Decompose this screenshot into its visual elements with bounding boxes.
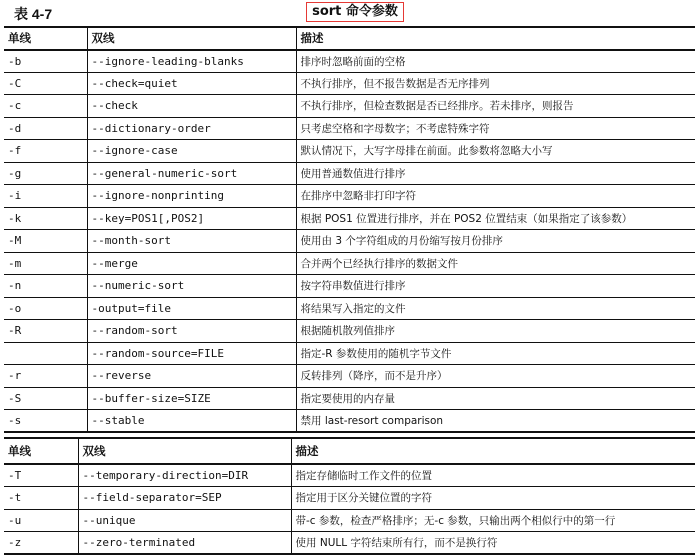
table-row [4,95,695,118]
header-row [4,27,695,50]
option-short: -u [4,509,78,532]
sort-options-table-2 [4,437,695,555]
table-row [4,487,695,510]
table-row [4,464,695,487]
option-long: --random-source=FILE [87,342,296,365]
option-long: --unique [78,509,291,532]
option-long: --temporary-direction=DIR [78,464,291,487]
option-short: -S [4,387,87,410]
option-description: 使用普通数值进行排序 [296,162,695,185]
option-long: --field-separator=SEP [78,487,291,510]
table-row [4,72,695,95]
table-row [4,509,695,532]
option-long: --numeric-sort [87,275,296,298]
option-description: 指定-R 参数使用的随机字节文件 [296,342,695,365]
option-long: --dictionary-order [87,117,296,140]
option-description: 根据 POS1 位置进行排序，并在 POS2 位置结束（如果指定了该参数） [296,207,695,230]
table-row [4,140,695,163]
table-title: sort 命令参数 [306,2,404,22]
option-short: -R [4,320,87,343]
option-description: 默认情况下，大写字母排在前面。此参数将忽略大小写 [296,140,695,163]
option-description: 排序时忽略前面的空格 [296,50,695,73]
option-description: 使用 NULL 字符结束所有行，而不是换行符 [291,532,695,555]
option-short: -i [4,185,87,208]
option-long: --merge [87,252,296,275]
header-short: 单线 [4,27,87,50]
option-long: --key=POS1[,POS2] [87,207,296,230]
table-caption [0,0,698,26]
option-description: 根据随机散列值排序 [296,320,695,343]
table-row [4,230,695,253]
option-short: -b [4,50,87,73]
option-short: -z [4,532,78,555]
option-description: 不执行排序，但检查数据是否已经排序。若未排序，则报告 [296,95,695,118]
table-row [4,365,695,388]
option-description: 带-c 参数，检查严格排序；无-c 参数，只输出两个相似行中的第一行 [291,509,695,532]
option-short: -f [4,140,87,163]
option-description: 不执行排序，但不报告数据是否无序排列 [296,72,695,95]
option-long: --zero-terminated [78,532,291,555]
table-row [4,252,695,275]
option-long: --check [87,95,296,118]
option-description: 反转排列（降序，而不是升序） [296,365,695,388]
option-long: --general-numeric-sort [87,162,296,185]
option-short: -M [4,230,87,253]
table-row [4,532,695,555]
table-row [4,185,695,208]
option-short: -k [4,207,87,230]
option-description: 指定存储临时工作文件的位置 [291,464,695,487]
option-short: -o [4,297,87,320]
header-long: 双线 [78,438,291,464]
table-row [4,320,695,343]
option-description: 使用由 3 个字符组成的月份缩写按月份排序 [296,230,695,253]
table-row [4,162,695,185]
option-long: --ignore-nonprinting [87,185,296,208]
option-short: -m [4,252,87,275]
option-long: --random-sort [87,320,296,343]
option-short: -c [4,95,87,118]
option-long: --ignore-leading-blanks [87,50,296,73]
option-short: -C [4,72,87,95]
table-row [4,410,695,433]
option-description: 合并两个已经执行排序的数据文件 [296,252,695,275]
header-long: 双线 [87,27,296,50]
option-description: 禁用 last-resort comparison [296,410,695,433]
table-number: 表 4-7 [14,6,53,22]
option-description: 指定用于区分关键位置的字符 [291,487,695,510]
option-description: 只考虑空格和字母数字；不考虑特殊字符 [296,117,695,140]
option-long: --stable [87,410,296,433]
table-row [4,207,695,230]
table-row [4,387,695,410]
option-description: 在排序中忽略非打印字符 [296,185,695,208]
option-long: --check=quiet [87,72,296,95]
option-short: -s [4,410,87,433]
table-row [4,342,695,365]
option-description: 按字符串数值进行排序 [296,275,695,298]
option-short: -d [4,117,87,140]
option-short [4,342,87,365]
table-row [4,275,695,298]
option-short: -n [4,275,87,298]
option-long: --buffer-size=SIZE [87,387,296,410]
table-row [4,50,695,73]
option-description: 将结果写入指定的文件 [296,297,695,320]
table-row [4,117,695,140]
header-desc: 描述 [291,438,695,464]
option-short: -T [4,464,78,487]
option-long: -output=file [87,297,296,320]
option-long: --ignore-case [87,140,296,163]
option-short: -g [4,162,87,185]
header-desc: 描述 [296,27,695,50]
option-long: --month-sort [87,230,296,253]
header-row [4,438,695,464]
table-row [4,297,695,320]
option-long: --reverse [87,365,296,388]
option-short: -t [4,487,78,510]
option-short: -r [4,365,87,388]
option-description: 指定要使用的内存量 [296,387,695,410]
header-short: 单线 [4,438,78,464]
sort-options-table-1 [4,26,695,433]
